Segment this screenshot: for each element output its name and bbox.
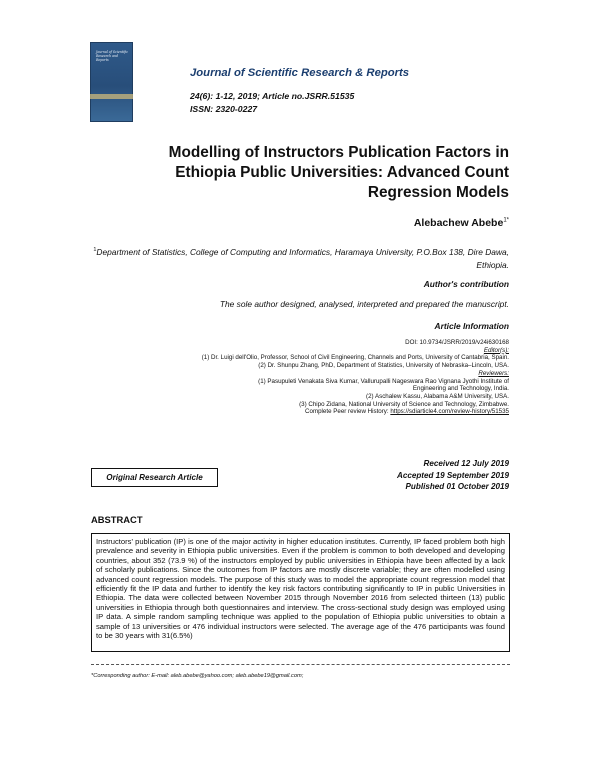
editor-entry: (2) Dr. Shunpu Zhang, PhD, Department of Statistics, University of Nebraska–Lincoln, USA. <box>258 362 509 370</box>
review-history-link[interactable]: https://sdiarticle4.com/review-history/51535 <box>390 408 509 416</box>
article-dates <box>397 458 509 493</box>
cover-band <box>90 94 133 99</box>
article-type-badge: Original Research Article <box>91 468 218 487</box>
issn-line: ISSN: 2320-0227 <box>190 104 258 114</box>
corresponding-author-footnote: *Corresponding author: E-mail: aleb.abebe@yahoo.com; aleb.abebe19@gmail.com; <box>91 673 304 679</box>
reviewers-label: Reviewers: <box>478 369 509 377</box>
review-history-label: Complete Peer review History: <box>305 408 389 416</box>
abstract-heading: ABSTRACT <box>91 514 143 525</box>
reviewer-entry: (3) Chipo Zidana, National University of Science and Technology, Zimbabwe. <box>299 400 509 408</box>
author-name-text: Alebachew Abebe <box>413 217 504 229</box>
contribution-text: The sole author designed, analysed, interpreted and prepared the manuscript. <box>219 299 509 309</box>
footnote-divider <box>91 664 510 665</box>
article-info-block <box>79 339 509 416</box>
abstract-text: Instructors' publication (IP) is one of the major activity in higher education institutes. Currently, IP faced problem both high prevalence and severity in Ethiopia public universities. Even if the problem is common to both developed and developing countries, about 352 (73.9 %) of the instructors employed by public universities in Ethiopia have been affected by a lack of scholarly publications. Since the outcomes from IP factors are mostly discrete variable; they are often modelled using advanced count regression models. The purpose of this study was to model the appropriate count regression model that efficiently fit the IP data and further to identify the key risk factors contributing significantly to IP in public Universities in Ethiopia. The data were collected between November 2015 through November 2016 from selected thirteen (13) public universities in Ethiopia through both questionnaires and interview. The cross-sectional study design was employed using IP data. A simple random sampling technique was applied to the population of Ethiopia public universities to obtain a sample of 13 universities or 476 individual instructors were selected. The average age of the 476 participants was found to be 30 years with 31(6.5%) <box>96 537 505 641</box>
citation-line: 24(6): 1-12, 2019; Article no.JSRR.51535 <box>190 91 355 101</box>
editors-label: Editor(s): <box>483 346 509 354</box>
journal-cover-thumbnail <box>90 42 133 122</box>
accepted-date: Accepted 19 September 2019 <box>396 470 509 480</box>
received-date: Received 12 July 2019 <box>423 459 509 468</box>
abstract-box <box>91 533 510 652</box>
review-history <box>79 408 509 416</box>
author-affiliation <box>79 244 509 272</box>
published-date: Published 01 October 2019 <box>405 482 509 491</box>
affiliation-mark: 1 <box>93 247 97 253</box>
reviewer-entry: (1) Pasupuleti Venakata Siva Kumar, Vallurupalli Nageswara Rao Vignana Jyothi Institute of Engineering and Technology, India. <box>258 377 509 393</box>
author-marks: 1* <box>503 217 509 224</box>
contribution-heading: Author's contribution <box>423 279 509 289</box>
article-info-heading: Article Information <box>434 321 509 331</box>
editor-entry: (1) Dr. Luigi dell'Olio, Professor, School of Civil Engineering, Channels and Ports, University of Cantabria, Spain. <box>201 354 509 362</box>
journal-name: Journal of Scientific Research & Reports <box>190 67 410 79</box>
cover-title: Journal of Scientific Research and Reports <box>96 50 129 62</box>
reviewer-entry: (2) Aschalew Kassu, Alabama A&M University, USA. <box>366 392 509 400</box>
author-name <box>414 217 509 229</box>
doi: DOI: 10.9734/JSRR/2019/v24i630168 <box>405 339 509 346</box>
paper-title: Modelling of Instructors Publication Factors in Ethiopia Public Universities: Advanced Count Regression Models <box>168 144 509 201</box>
affiliation-text: Department of Statistics, College of Computing and Informatics, Haramaya University, P.O.Box 138, Dire Dawa, Ethiopia. <box>96 246 509 270</box>
